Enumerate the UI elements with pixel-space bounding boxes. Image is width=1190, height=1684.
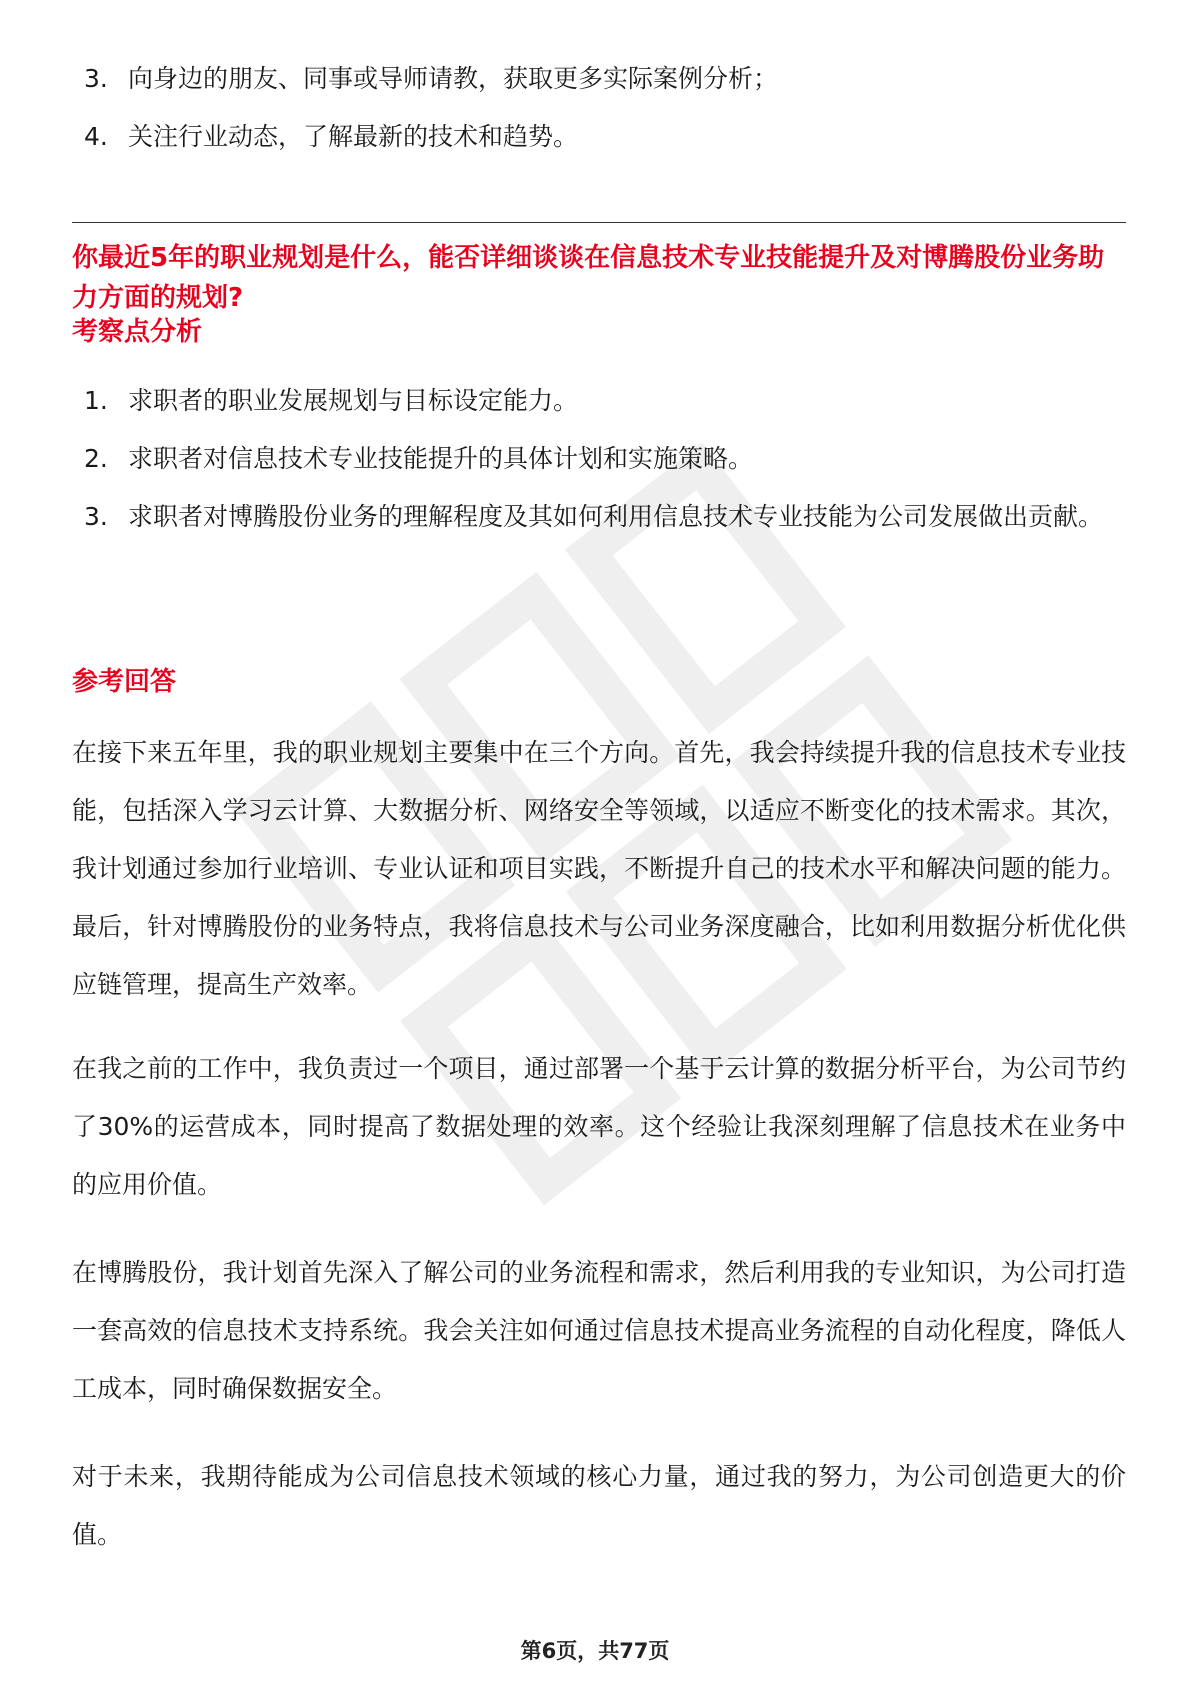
list-item-number: 3. <box>84 502 108 531</box>
list-item <box>84 372 1124 430</box>
list-item-number: 2. <box>84 444 108 473</box>
list-item <box>84 488 1124 546</box>
answer-paragraph: 对于未来，我期待能成为公司信息技术领域的核心力量，通过我的努力，为公司创造更大的价值。 <box>72 1462 1126 1549</box>
section-divider <box>72 222 1126 223</box>
list-item <box>84 50 1124 108</box>
prev-list <box>84 50 1124 166</box>
list-item-text: 求职者对信息技术专业技能提升的具体计划和实施策略。 <box>128 444 754 473</box>
answer-paragraph: 在接下来五年里，我的职业规划主要集中在三个方向。首先，我会持续提升我的信息技术专业技能，包括深入学习云计算、大数据分析、网络安全等领域，以适应不断变化的技术需求。其次，我计划通过参加行业培训、专业认证和项目实践，不断提升自己的技术水平和解决问题的能力。最后，针对博腾股份的业务特点，我将信息技术与公司业务深度融合，比如利用数据分析优化供应链管理，提高生产效率。 <box>72 738 1126 999</box>
list-item-text: 求职者的职业发展规划与目标设定能力。 <box>128 386 579 415</box>
analysis-heading: 考察点分析 <box>72 317 203 347</box>
list-item-text: 向身边的朋友、同事或导师请教，获取更多实际案例分析； <box>128 64 779 93</box>
list-item-number: 1. <box>84 386 108 415</box>
page-number: 第6页，共77页 <box>520 1639 670 1663</box>
answer-paragraph: 在我之前的工作中，我负责过一个项目，通过部署一个基于云计算的数据分析平台，为公司节约了30%的运营成本，同时提高了数据处理的效率。这个经验让我深刻理解了信息技术在业务中的应用价值。 <box>72 1054 1126 1199</box>
list-item-text: 求职者对博腾股份业务的理解程度及其如何利用信息技术专业技能为公司发展做出贡献。 <box>128 502 1104 531</box>
answer-heading: 参考回答 <box>72 667 177 697</box>
analysis-list <box>84 372 1124 546</box>
list-item-number: 3. <box>84 64 108 93</box>
list-item-number: 4. <box>84 122 108 151</box>
answer-paragraph: 在博腾股份，我计划首先深入了解公司的业务流程和需求，然后利用我的专业知识，为公司打造一套高效的信息技术支持系统。我会关注如何通过信息技术提高业务流程的自动化程度，降低人工成本，同时确保数据安全。 <box>72 1258 1126 1403</box>
list-item <box>84 430 1124 488</box>
list-item-text: 关注行业动态，了解最新的技术和趋势。 <box>128 122 579 151</box>
list-item <box>84 108 1124 166</box>
question-heading: 你最近5年的职业规划是什么，能否详细谈谈在信息技术专业技能提升及对博腾股份业务助力方面的规划? <box>72 243 1105 313</box>
